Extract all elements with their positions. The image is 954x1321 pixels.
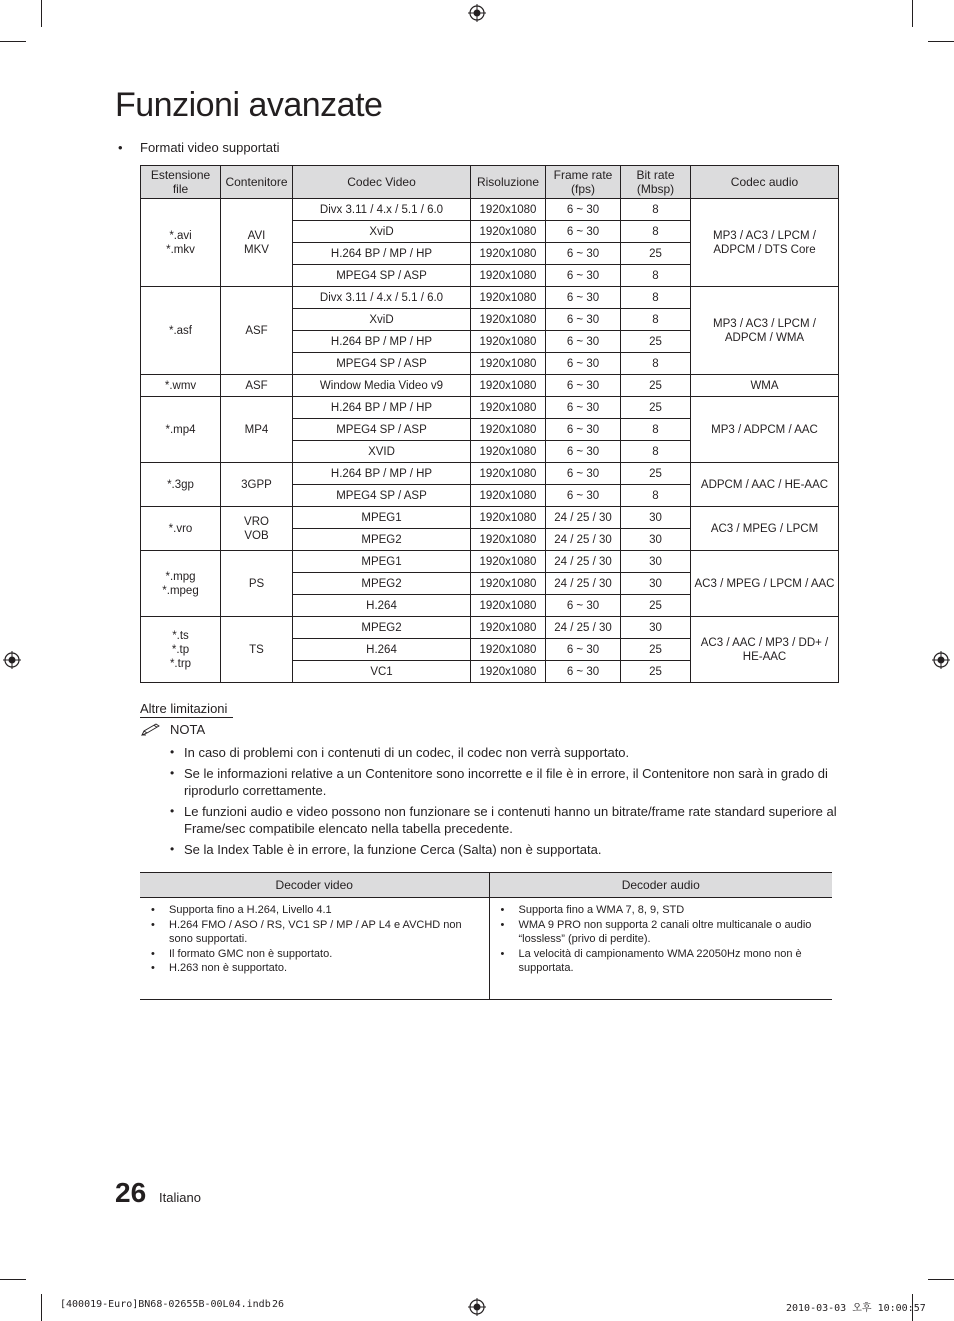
crop-mark (41, 0, 42, 27)
registration-mark-icon (468, 4, 486, 22)
bullet: • (151, 918, 155, 931)
cell-frame-rate: 6 ~ 30 (546, 375, 621, 397)
cell-container: ASF (221, 375, 293, 397)
cell-video-codec: MPEG2 (293, 617, 471, 639)
cell-frame-rate: 6 ~ 30 (546, 353, 621, 375)
cell-audio-codec: AC3 / MPEG / LPCM / AAC (691, 551, 839, 617)
cell-resolution: 1920x1080 (471, 287, 546, 309)
table-row (140, 898, 832, 1000)
note-text: In caso di problemi con i contenuti di un codec, il codec non verrà supportato. (184, 745, 630, 760)
cell-video-codec: Divx 3.11 / 4.x / 5.1 / 6.0 (293, 199, 471, 221)
cell-resolution: 1920x1080 (471, 441, 546, 463)
decoder-text: Supporta fino a WMA 7, 8, 9, STD (518, 904, 685, 916)
intro-bullet-item (118, 140, 279, 155)
list-item (168, 765, 838, 799)
list-item (144, 903, 485, 918)
cell-extension: *.asf (141, 287, 221, 375)
cell-resolution: 1920x1080 (471, 529, 546, 551)
cell-container: 3GPP (221, 463, 293, 507)
cell-bit-rate: 30 (621, 617, 691, 639)
bullet: • (500, 918, 505, 931)
list-item (494, 903, 829, 918)
cell-video-codec: H.264 (293, 639, 471, 661)
cell-video-codec: MPEG4 SP / ASP (293, 419, 471, 441)
cell-resolution: 1920x1080 (471, 551, 546, 573)
supported-formats-table (140, 165, 839, 683)
cell-audio-codec: AC3 / AAC / MP3 / DD+ / HE-AAC (691, 617, 839, 683)
cell-video-codec: H.264 BP / MP / HP (293, 463, 471, 485)
crop-mark (0, 1279, 26, 1280)
audio-decoder-list (494, 903, 829, 976)
decoder-text: La velocità di campionamento WMA 22050Hz mono non è supportata. (518, 947, 802, 974)
bullet: • (500, 947, 505, 960)
note-list (168, 744, 838, 862)
cell-bit-rate: 30 (621, 507, 691, 529)
bullet: • (151, 947, 155, 960)
cell-resolution: 1920x1080 (471, 353, 546, 375)
cell-bit-rate: 25 (621, 595, 691, 617)
crop-mark (928, 41, 954, 42)
cell-audio-codec: MP3 / AC3 / LPCM / ADPCM / WMA (691, 287, 839, 375)
table-header-row (141, 166, 839, 199)
list-item (494, 918, 829, 947)
table-row (141, 551, 839, 573)
note-label: NOTA (170, 722, 206, 737)
table-row (141, 463, 839, 485)
cell-container: TS (221, 617, 293, 683)
bullet: • (151, 962, 155, 974)
cell-frame-rate: 24 / 25 / 30 (546, 551, 621, 573)
audio-decoder-cell (489, 898, 832, 1000)
cell-frame-rate: 6 ~ 30 (546, 639, 621, 661)
cell-frame-rate: 24 / 25 / 30 (546, 573, 621, 595)
cell-audio-codec: WMA (691, 375, 839, 397)
table-row (141, 507, 839, 529)
cell-audio-codec: AC3 / MPEG / LPCM (691, 507, 839, 551)
decoder-text: H.263 non è supportato. (169, 962, 288, 974)
cell-bit-rate: 8 (621, 309, 691, 331)
cell-frame-rate: 6 ~ 30 (546, 309, 621, 331)
cell-video-codec: H.264 (293, 595, 471, 617)
intro-text: Formati video supportati (140, 140, 280, 155)
header-frame-rate: Frame rate (fps) (546, 166, 621, 199)
note-text: Le funzioni audio e video possono non funzionare se i contenuti hanno un bitrate/frame rate standard superiore al Frame/sec compatibile elencato nella tabella precedente. (184, 804, 837, 836)
cell-resolution: 1920x1080 (471, 595, 546, 617)
header-audio-decoder: Decoder audio (489, 873, 832, 898)
cell-video-codec: Divx 3.11 / 4.x / 5.1 / 6.0 (293, 287, 471, 309)
cell-resolution: 1920x1080 (471, 375, 546, 397)
cell-container: VRO VOB (221, 507, 293, 551)
cell-resolution: 1920x1080 (471, 485, 546, 507)
bullet: • (170, 766, 175, 780)
cell-resolution: 1920x1080 (471, 309, 546, 331)
bullet: • (500, 904, 505, 916)
page-number: 26 (115, 1177, 147, 1208)
cell-frame-rate: 6 ~ 30 (546, 661, 621, 683)
list-item (144, 918, 485, 947)
decoder-text: Il formato GMC non è supportato. (169, 947, 333, 960)
cell-bit-rate: 8 (621, 419, 691, 441)
crop-mark (928, 1279, 954, 1280)
list-item (168, 803, 838, 837)
note-text: Se le informazioni relative a un Contenitore sono incorrette e il file è in errore, il Contenitore non sarà in grado di riprodurlo correttamente. (184, 766, 828, 798)
cell-video-codec: XviD (293, 309, 471, 331)
cell-resolution: 1920x1080 (471, 661, 546, 683)
video-decoder-cell (140, 898, 489, 1000)
table-row (141, 397, 839, 419)
cell-frame-rate: 6 ~ 30 (546, 441, 621, 463)
cell-bit-rate: 8 (621, 221, 691, 243)
cell-video-codec: VC1 (293, 661, 471, 683)
cell-extension: *.vro (141, 507, 221, 551)
bullet: • (118, 140, 123, 155)
slug-timestamp: 2010-03-03 오후 10:00:57 (786, 1303, 926, 1314)
cell-frame-rate: 6 ~ 30 (546, 331, 621, 353)
list-item (168, 744, 838, 761)
table-header-row (140, 873, 832, 898)
cell-video-codec: MPEG2 (293, 529, 471, 551)
cell-frame-rate: 6 ~ 30 (546, 419, 621, 441)
cell-bit-rate: 25 (621, 243, 691, 265)
decoder-text: H.264 FMO / ASO / RS, VC1 SP / MP / AP L4 e AVCHD non sono supportati. (169, 918, 462, 945)
cell-frame-rate: 6 ~ 30 (546, 265, 621, 287)
cell-container: ASF (221, 287, 293, 375)
cell-video-codec: H.264 BP / MP / HP (293, 243, 471, 265)
cell-extension: *.avi *.mkv (141, 199, 221, 287)
cell-resolution: 1920x1080 (471, 265, 546, 287)
cell-video-codec: MPEG4 SP / ASP (293, 353, 471, 375)
cell-bit-rate: 25 (621, 397, 691, 419)
registration-mark-icon (932, 651, 950, 669)
cell-frame-rate: 6 ~ 30 (546, 221, 621, 243)
cell-resolution: 1920x1080 (471, 331, 546, 353)
header-bit-rate: Bit rate (Mbsp) (621, 166, 691, 199)
cell-resolution: 1920x1080 (471, 199, 546, 221)
cell-container: AVI MKV (221, 199, 293, 287)
crop-mark (41, 1294, 42, 1321)
cell-bit-rate: 8 (621, 199, 691, 221)
decoder-text: Supporta fino a H.264, Livello 4.1 (169, 904, 332, 916)
header-extension: Estensione file (141, 166, 221, 199)
cell-frame-rate: 6 ~ 30 (546, 199, 621, 221)
list-item (144, 961, 485, 976)
cell-extension: *.mp4 (141, 397, 221, 463)
cell-bit-rate: 25 (621, 331, 691, 353)
slug-file-name: [400019-Euro]BN68-02655B-00L04.indb (60, 1299, 271, 1310)
cell-resolution: 1920x1080 (471, 419, 546, 441)
cell-container: MP4 (221, 397, 293, 463)
cell-bit-rate: 8 (621, 441, 691, 463)
crop-mark (912, 0, 913, 27)
cell-container: PS (221, 551, 293, 617)
cell-frame-rate: 6 ~ 30 (546, 595, 621, 617)
list-item (494, 947, 829, 976)
note-label-row (140, 722, 205, 737)
table-row (141, 617, 839, 639)
cell-resolution: 1920x1080 (471, 463, 546, 485)
cell-bit-rate: 8 (621, 485, 691, 507)
cell-video-codec: MPEG4 SP / ASP (293, 265, 471, 287)
cell-frame-rate: 6 ~ 30 (546, 397, 621, 419)
cell-audio-codec: MP3 / ADPCM / AAC (691, 397, 839, 463)
formats-table-body (141, 199, 839, 683)
cell-bit-rate: 30 (621, 529, 691, 551)
table-row (141, 375, 839, 397)
note-text: Se la Index Table è in errore, la funzione Cerca (Salta) non è supportata. (184, 842, 602, 857)
cell-resolution: 1920x1080 (471, 617, 546, 639)
cell-frame-rate: 24 / 25 / 30 (546, 617, 621, 639)
cell-resolution: 1920x1080 (471, 639, 546, 661)
cell-extension: *.3gp (141, 463, 221, 507)
header-resolution: Risoluzione (471, 166, 546, 199)
table-row (141, 287, 839, 309)
cell-video-codec: H.264 BP / MP / HP (293, 397, 471, 419)
decoder-text: WMA 9 PRO non supporta 2 canali oltre multicanale o audio “lossless” (privo di perdite). (518, 918, 812, 945)
page-title: Funzioni avanzate (115, 86, 383, 124)
cell-frame-rate: 24 / 25 / 30 (546, 507, 621, 529)
list-item (168, 841, 838, 858)
cell-audio-codec: MP3 / AC3 / LPCM / ADPCM / DTS Core (691, 199, 839, 287)
header-video-codec: Codec Video (293, 166, 471, 199)
header-audio-codec: Codec audio (691, 166, 839, 199)
language-label: Italiano (159, 1190, 201, 1205)
cell-bit-rate: 8 (621, 287, 691, 309)
cell-extension: *.mpg *.mpeg (141, 551, 221, 617)
cell-bit-rate: 8 (621, 353, 691, 375)
cell-resolution: 1920x1080 (471, 221, 546, 243)
cell-video-codec: XviD (293, 221, 471, 243)
cell-resolution: 1920x1080 (471, 397, 546, 419)
cell-extension: *.wmv (141, 375, 221, 397)
bullet: • (170, 842, 175, 856)
bullet: • (151, 904, 155, 916)
cell-bit-rate: 25 (621, 375, 691, 397)
header-container: Contenitore (221, 166, 293, 199)
cell-resolution: 1920x1080 (471, 243, 546, 265)
video-decoder-list (144, 903, 485, 976)
pencil-note-icon (140, 723, 162, 737)
cell-frame-rate: 6 ~ 30 (546, 485, 621, 507)
cell-frame-rate: 6 ~ 30 (546, 287, 621, 309)
cell-extension: *.ts *.tp *.trp (141, 617, 221, 683)
cell-frame-rate: 24 / 25 / 30 (546, 529, 621, 551)
cell-video-codec: MPEG2 (293, 573, 471, 595)
cell-bit-rate: 30 (621, 573, 691, 595)
header-video-decoder: Decoder video (140, 873, 489, 898)
cell-bit-rate: 30 (621, 551, 691, 573)
cell-audio-codec: ADPCM / AAC / HE-AAC (691, 463, 839, 507)
cell-resolution: 1920x1080 (471, 573, 546, 595)
registration-mark-icon (3, 651, 21, 669)
cell-bit-rate: 25 (621, 463, 691, 485)
cell-bit-rate: 25 (621, 639, 691, 661)
bullet: • (170, 804, 175, 818)
crop-mark (0, 41, 26, 42)
bullet: • (170, 745, 175, 759)
section-heading: Altre limitazioni (140, 701, 233, 718)
table-row (141, 199, 839, 221)
cell-bit-rate: 25 (621, 661, 691, 683)
cell-video-codec: XVID (293, 441, 471, 463)
cell-video-codec: MPEG1 (293, 507, 471, 529)
cell-resolution: 1920x1080 (471, 507, 546, 529)
slug-page: 26 (272, 1299, 285, 1310)
cell-video-codec: MPEG4 SP / ASP (293, 485, 471, 507)
registration-mark-icon (468, 1298, 486, 1316)
list-item (144, 947, 485, 962)
decoder-table (140, 872, 832, 1000)
cell-bit-rate: 8 (621, 265, 691, 287)
cell-video-codec: MPEG1 (293, 551, 471, 573)
cell-frame-rate: 6 ~ 30 (546, 243, 621, 265)
cell-video-codec: H.264 BP / MP / HP (293, 331, 471, 353)
cell-frame-rate: 6 ~ 30 (546, 463, 621, 485)
cell-video-codec: Window Media Video v9 (293, 375, 471, 397)
